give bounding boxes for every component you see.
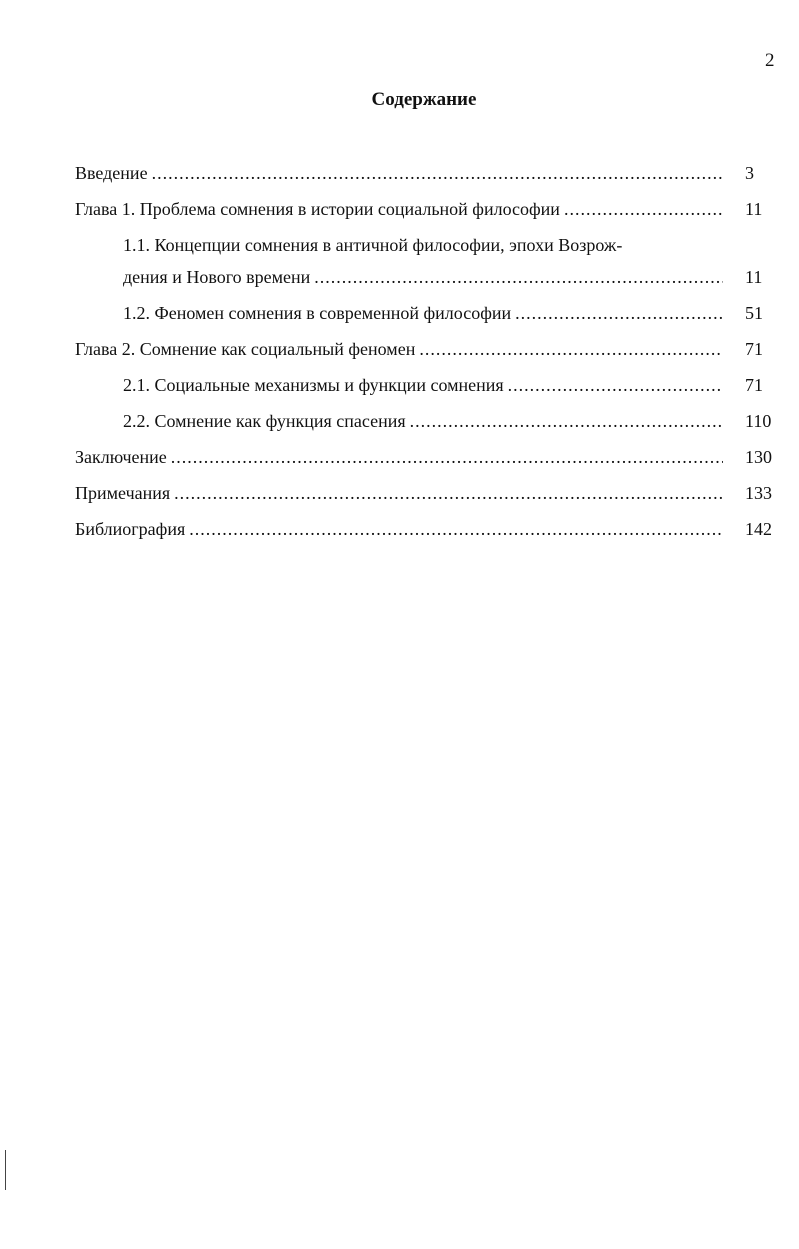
margin-mark <box>5 1150 6 1190</box>
toc-entry[interactable] <box>123 234 775 266</box>
toc-entry[interactable] <box>123 302 775 338</box>
toc-entry[interactable] <box>75 338 775 374</box>
dot-leader <box>189 518 723 540</box>
toc-entry-page: 110 <box>745 411 772 431</box>
toc-entry-text: 1.2. Феномен сомнения в современной философии <box>123 303 512 323</box>
toc-entry-text: дения и Нового времени <box>123 267 311 287</box>
dot-leader <box>314 266 723 288</box>
toc-entry-text: Глава 2. Сомнение как социальный феномен <box>75 339 416 359</box>
dot-leader <box>419 338 723 360</box>
toc-entry[interactable] <box>123 374 775 410</box>
toc-entry[interactable] <box>75 162 775 198</box>
toc-entry-text: 1.1. Концепции сомнения в античной философии, эпохи Возрож- <box>123 235 623 255</box>
table-of-contents <box>75 162 775 554</box>
page-title: Содержание <box>371 89 477 110</box>
toc-entry-text: 2.1. Социальные механизмы и функции сомнения <box>123 375 504 395</box>
dot-leader <box>171 446 723 468</box>
toc-entry[interactable] <box>75 198 775 234</box>
dot-leader <box>152 162 723 184</box>
toc-entry-page: 11 <box>745 199 763 219</box>
toc-entry-text: Примечания <box>75 483 171 503</box>
toc-entry-page: 133 <box>745 483 772 503</box>
page-number: 2 <box>765 50 775 71</box>
toc-entry-text: 2.2. Сомнение как функция спасения <box>123 411 406 431</box>
toc-entry-page: 71 <box>745 339 763 359</box>
dot-leader <box>410 410 723 432</box>
toc-entry-page: 130 <box>745 447 772 467</box>
toc-entry[interactable] <box>75 482 775 518</box>
toc-entry-page: 142 <box>745 519 772 539</box>
dot-leader <box>515 302 723 324</box>
toc-entry[interactable] <box>123 410 775 446</box>
toc-entry-text: Библиография <box>75 519 186 539</box>
toc-entry-page: 3 <box>745 163 754 183</box>
toc-entry[interactable] <box>123 266 775 302</box>
toc-entry-text: Глава 1. Проблема сомнения в истории социальной философии <box>75 199 560 219</box>
toc-entry-text: Введение <box>75 163 148 183</box>
toc-entry-page: 71 <box>745 375 763 395</box>
toc-entry[interactable] <box>75 518 775 554</box>
toc-entry[interactable] <box>75 446 775 482</box>
dot-leader <box>174 482 723 504</box>
dot-leader <box>508 374 723 396</box>
toc-entry-page: 51 <box>745 303 763 323</box>
dot-leader <box>564 198 723 220</box>
toc-entry-text: Заключение <box>75 447 167 467</box>
toc-entry-page: 11 <box>745 267 763 287</box>
